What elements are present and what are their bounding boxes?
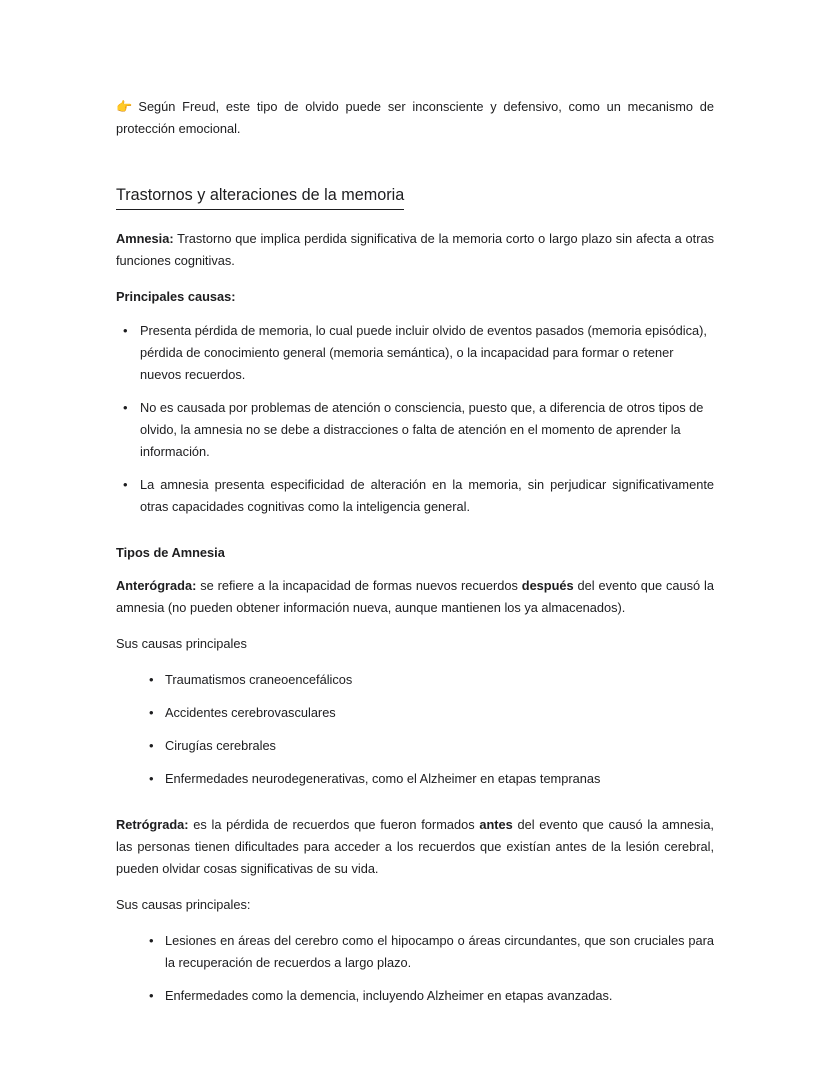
anterograda-paragraph	[116, 575, 714, 619]
amnesia-term: Amnesia:	[116, 230, 174, 246]
amnesia-definition-text: Trastorno que implica perdida significativa de la memoria corto o largo plazo sin afecta a otras funciones cognitivas.	[116, 230, 714, 268]
list-item: • Enfermedades como la demencia, incluyendo Alzheimer en etapas avanzadas.	[116, 985, 714, 1007]
spacer	[116, 802, 714, 814]
tipos-de-amnesia-label: Tipos de Amnesia	[116, 544, 225, 560]
list-item: • Accidentes cerebrovasculares	[116, 702, 714, 724]
section-heading-wrapper	[116, 154, 714, 227]
anterograda-causes-list	[116, 669, 714, 790]
pointing-right-hand-emoji: 👉	[116, 99, 136, 114]
list-item: • Lesiones en áreas del cerebro como el hipocampo o áreas circundantes, que son cruciales para la recuperación de recuerdos a largo plazo.	[116, 930, 714, 974]
intro-paragraph-text: Según Freud, este tipo de olvido puede ser inconsciente y defensivo, como un mecanismo de protección emocional.	[116, 99, 715, 137]
list-item: • Presenta pérdida de memoria, lo cual puede incluir olvido de eventos pasados (memoria episódica), pérdida de conocimiento general (memoria semántica), o la incapacidad para formar o retener nuevos recuerdos.	[116, 320, 714, 386]
anterograda-text-part2: del evento que causó la amnesia (no pueden obtener información nueva, aunque mantienen los ya almacenados).	[116, 578, 714, 616]
anterograda-emphasis: después	[521, 578, 574, 594]
section-heading: Trastornos y alteraciones de la memoria	[116, 184, 404, 209]
document-content	[116, 96, 714, 1019]
retrograda-causes-label: Sus causas principales:	[116, 897, 251, 913]
retrograda-emphasis: antes	[479, 817, 513, 833]
anterograda-text-part1: se refiere a la incapacidad de formas nuevos recuerdos	[196, 578, 522, 594]
list-item: • Traumatismos craneoencefálicos	[116, 669, 714, 691]
anterograda-term: Anterógrada:	[116, 578, 197, 594]
intro-paragraph	[116, 96, 714, 140]
list-item: • No es causada por problemas de atención o consciencia, puesto que, a diferencia de otros tipos de olvido, la amnesia no se debe a distracciones o falta de atención en el momento de aprender la información.	[116, 397, 714, 463]
retrograda-causes-list	[116, 930, 714, 1007]
list-item: • Enfermedades neurodegenerativas, como el Alzheimer en etapas tempranas	[116, 768, 714, 790]
amnesia-definition-paragraph	[116, 228, 714, 272]
principales-causas-label: Principales causas:	[116, 288, 236, 304]
list-item: • Cirugías cerebrales	[116, 735, 714, 757]
spacer	[116, 530, 714, 542]
retrograda-term: Retrógrada:	[116, 817, 189, 833]
list-item: • La amnesia presenta especificidad de alteración en la memoria, sin perjudicar significativamente otras capacidades cognitivas como la inteligencia general.	[116, 474, 714, 518]
retrograda-text-part1: es la pérdida de recuerdos que fueron formados	[188, 817, 480, 833]
retrograda-paragraph	[116, 814, 714, 880]
anterograda-causes-label: Sus causas principales	[116, 636, 247, 652]
retrograda-text-part2: del evento que causó la amnesia, las personas tienen dificultades para acceder a los recuerdos que existían antes de la lesión cerebral, pueden olvidar cosas significativas de su vida.	[116, 817, 714, 877]
principales-causas-list	[116, 320, 714, 518]
